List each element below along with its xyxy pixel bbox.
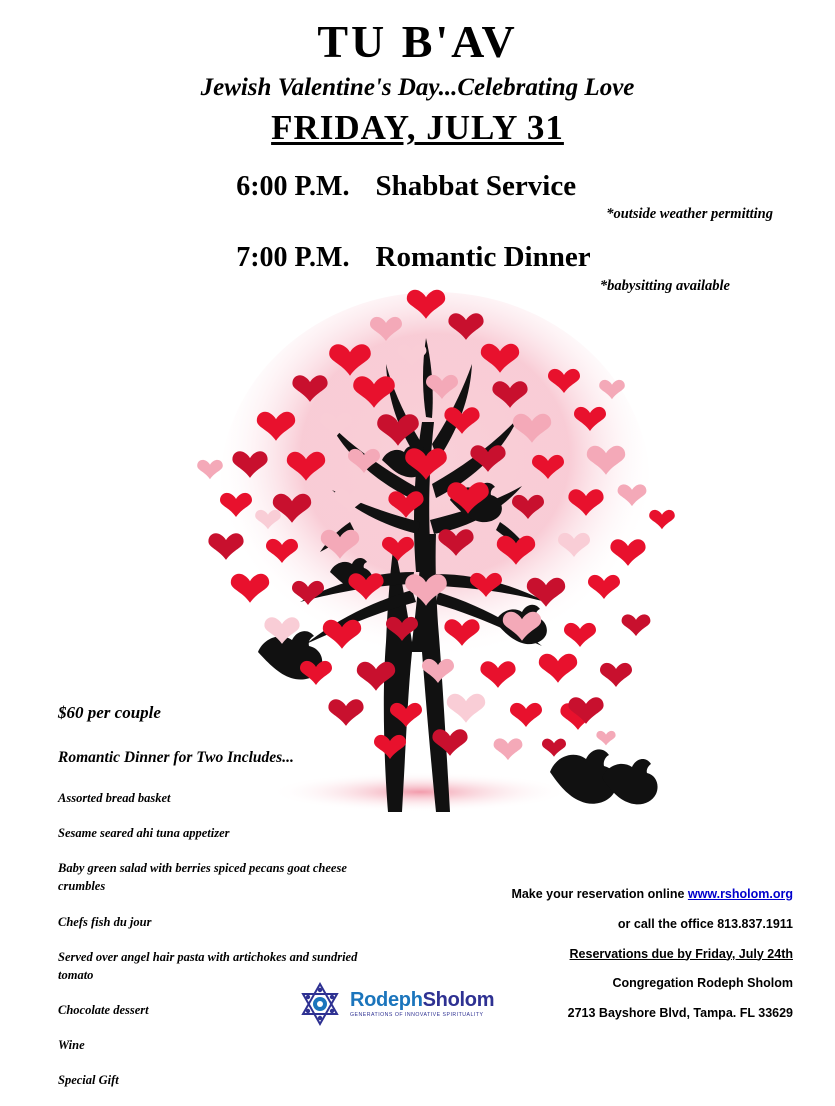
reservation-deadline: Reservations due by Friday, July 24th <box>569 946 793 961</box>
list-item: Served over angel hair pasta with artichokes and sundried tomato <box>58 949 358 982</box>
schedule-note: *outside weather permitting <box>606 206 773 222</box>
reservation-phone-line: or call the office 813.837.1911 <box>617 916 793 931</box>
logo-name-first: Rodeph <box>350 988 423 1011</box>
list-item: Chefs fish du jour <box>58 914 152 929</box>
logo-name-second: Sholom <box>422 988 495 1011</box>
dinner-menu <box>58 703 378 1106</box>
list-item: Special Gift <box>58 1073 119 1088</box>
event-date: FRIDAY, JULY 31 <box>271 108 564 148</box>
list-item: Assorted bread basket <box>58 791 171 805</box>
reservation-online-line <box>373 888 793 902</box>
organization-address: 2713 Bayshore Blvd, Tampa. FL 33629 <box>567 1006 793 1020</box>
list-item: Wine <box>58 1038 85 1052</box>
list-item: Sesame seared ahi tuna appetizer <box>58 826 230 841</box>
flyer-header <box>0 18 835 148</box>
schedule-row <box>0 241 835 274</box>
page-subtitle: Jewish Valentine's Day...Celebrating Love <box>200 74 635 102</box>
schedule-time: 6:00 P.M. <box>236 171 350 202</box>
list-item: Baby green salad with berries spiced pecans goat cheese crumbles <box>58 861 347 894</box>
schedule-label: Romantic Dinner <box>375 241 591 273</box>
star-emblem-icon <box>296 980 344 1028</box>
menu-heading: Romantic Dinner for Two Includes... <box>58 749 294 766</box>
organization-name: Congregation Rodeph Sholom <box>612 976 793 991</box>
schedule-label: Shabbat Service <box>375 170 577 202</box>
reservation-online-text: Make your reservation online <box>511 887 688 901</box>
logo-text <box>350 990 494 1018</box>
schedule-time: 7:00 P.M. <box>236 242 350 273</box>
schedule-row <box>0 170 835 203</box>
organization-logo <box>296 978 495 1030</box>
list-item: Chocolate dessert <box>58 1002 149 1017</box>
price-label: $60 per couple <box>58 703 161 722</box>
logo-tagline: GENERATIONS OF INNOVATIVE SPIRITUALITY <box>350 1011 484 1018</box>
logo-wordmark <box>350 990 494 1010</box>
page-title: TU B'AV <box>317 16 518 67</box>
website-link[interactable]: www.rsholom.org <box>687 887 793 901</box>
schedule-note: *babysitting available <box>599 278 730 294</box>
